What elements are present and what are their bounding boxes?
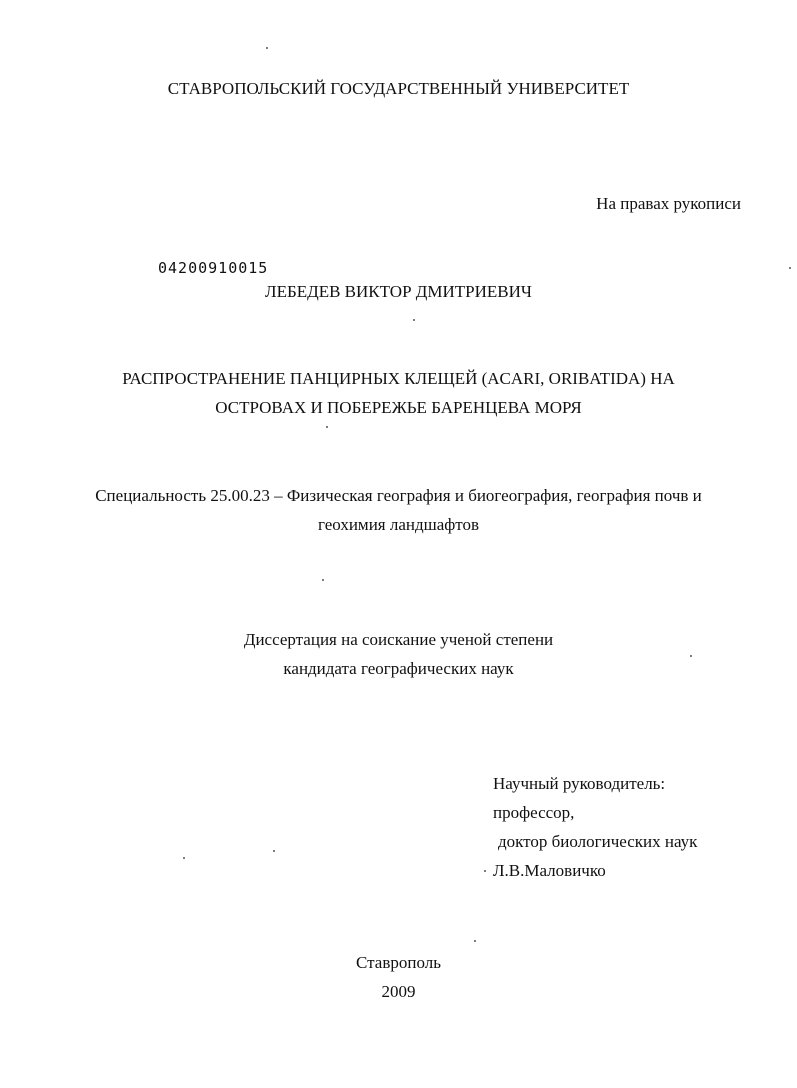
author-name: ЛЕБЕДЕВ ВИКТОР ДМИТРИЕВИЧ	[265, 282, 532, 301]
scan-speck	[273, 850, 275, 852]
registration-number: 04200910015	[158, 259, 269, 277]
degree-line-1: Диссертация на соискание ученой степени	[243, 630, 554, 649]
supervisor-label: Научный руководитель:	[493, 774, 666, 793]
degree-line-2: кандидата географических наук	[283, 659, 514, 678]
scan-speck	[474, 940, 476, 942]
dissertation-title-line-2: ОСТРОВАХ И ПОБЕРЕЖЬЕ БАРЕНЦЕВА МОРЯ	[215, 398, 582, 417]
supervisor-name: Л.В.Маловичко	[493, 861, 606, 880]
scan-speck	[266, 47, 268, 49]
scan-speck	[326, 426, 328, 428]
scan-speck	[789, 267, 791, 269]
year: 2009	[381, 982, 416, 1001]
scan-speck	[183, 857, 185, 859]
manuscript-rights-note: На правах рукописи	[596, 194, 741, 213]
scan-speck	[322, 579, 324, 581]
scan-speck	[690, 655, 692, 657]
dissertation-title-line-1: РАСПРОСТРАНЕНИЕ ПАНЦИРНЫХ КЛЕЩЕЙ (ACARI, ORIBATIDA) НА	[122, 369, 675, 388]
scan-speck	[413, 319, 415, 321]
specialty-line-1: Специальность 25.00.23 – Физическая география и биогеография, география почв и	[95, 486, 702, 505]
supervisor-degree: доктор биологических наук	[498, 832, 698, 851]
supervisor-rank: профессор,	[493, 803, 575, 822]
scan-speck	[484, 870, 486, 872]
specialty-line-2: геохимия ландшафтов	[317, 515, 480, 534]
university-name: СТАВРОПОЛЬСКИЙ ГОСУДАРСТВЕННЫЙ УНИВЕРСИТЕТ	[167, 79, 630, 98]
city: Ставрополь	[356, 953, 441, 972]
